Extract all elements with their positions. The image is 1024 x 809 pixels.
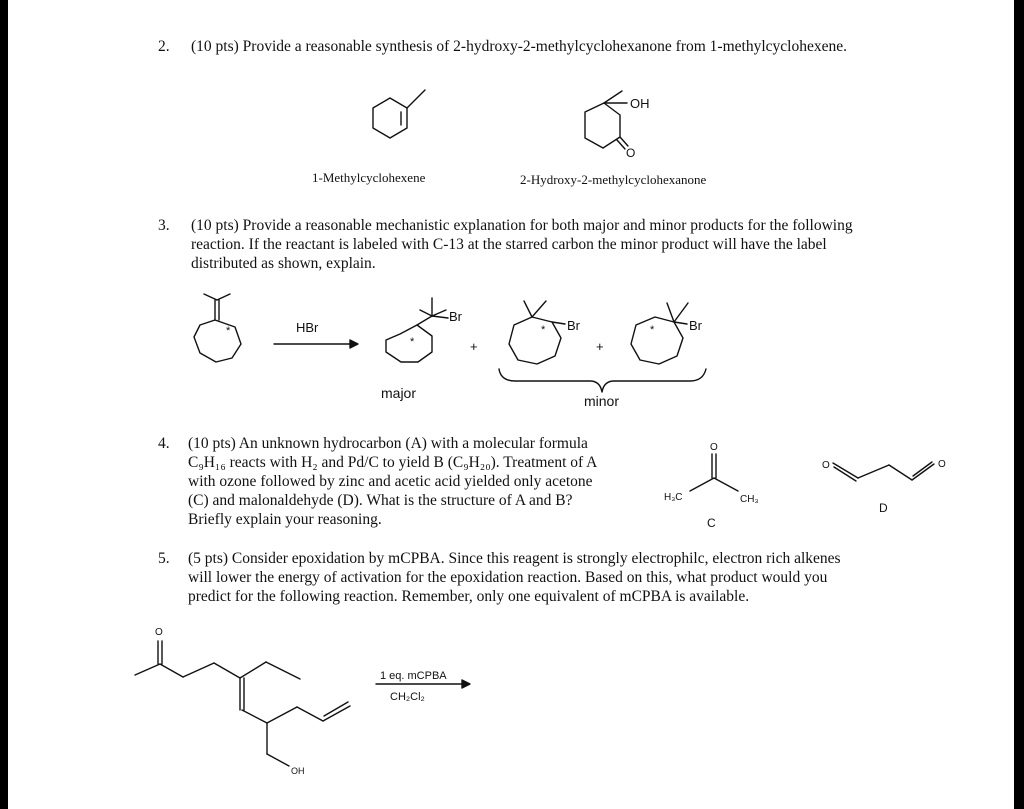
h3c-label: H₃C — [664, 492, 683, 503]
reaction-arrow-mcpba — [376, 670, 470, 703]
molecule-acetone — [664, 442, 759, 530]
o-label: O — [155, 627, 163, 638]
star-label: * — [410, 336, 415, 348]
question-text-line: distributed as shown, explain. — [191, 255, 376, 272]
molecule-minor-product-1 — [509, 301, 604, 364]
reagent-bottom-label: CH₂Cl₂ — [390, 691, 425, 703]
question-text-line: (10 pts) Provide a reasonable mechanistic explanation for both major and minor products for the following — [191, 217, 853, 234]
question-text-line: (5 pts) Consider epoxidation by mCPBA. Since this reagent is strongly electrophilc, electron rich alkenes — [188, 550, 841, 567]
reaction-arrow-hbr — [274, 320, 358, 348]
o-label: O — [710, 442, 718, 453]
molecule-minor-product-2 — [631, 303, 703, 364]
question-text: (10 pts) Provide a reasonable synthesis of 2-hydroxy-2-methylcyclohexanone from 1-methylcyclohexene. — [191, 38, 847, 55]
question-text-line: will lower the energy of activation for the epoxidation reaction. Based on this, what product would you — [188, 569, 828, 586]
question-text-line: predict for the following reaction. Remember, only one equivalent of mCPBA is available. — [188, 588, 750, 605]
o-label: O — [822, 460, 830, 471]
star-label: * — [650, 324, 655, 336]
oh-label: OH — [291, 766, 305, 776]
minor-label: minor — [584, 393, 620, 409]
label-2-hydroxy-2-methylcyclohexanone: 2-Hydroxy-2-methylcyclohexanone — [520, 172, 707, 187]
label-1-methylcyclohexene: 1-Methylcyclohexene — [312, 170, 426, 185]
question-number: 5. — [158, 550, 170, 567]
question-number: 2. — [158, 38, 170, 55]
star-label: * — [541, 324, 546, 336]
o-label: O — [626, 146, 636, 160]
major-label: major — [381, 385, 417, 401]
oh-label: OH — [630, 96, 650, 111]
minor-products-brace — [499, 369, 706, 392]
molecule-q5-substrate — [135, 627, 350, 776]
reagent-label: HBr — [296, 320, 319, 335]
br-label: Br — [449, 309, 462, 324]
plus-sign: + — [470, 339, 478, 354]
question-text-line: (C) and malonaldehyde (D). What is the structure of A and B? — [188, 492, 573, 509]
compound-d-label: D — [879, 501, 888, 515]
question-text-line: (10 pts) An unknown hydrocarbon (A) with a molecular formula — [188, 435, 588, 452]
plus-sign: + — [596, 339, 604, 354]
question-text-line: C₉H₁₆ reacts with H₂ and Pd/C to yield B (C₉H₂₀). Treatment of A — [188, 454, 598, 471]
molecule-q3-reactant — [194, 294, 241, 362]
question-number: 4. — [158, 435, 170, 452]
molecule-malonaldehyde — [822, 459, 946, 515]
question-text-line: reaction. If the reactant is labeled with C-13 at the starred carbon the minor product will have the label — [191, 236, 827, 253]
question-text-line: Briefly explain your reasoning. — [188, 511, 382, 528]
o-label: O — [938, 459, 946, 470]
br-label: Br — [689, 318, 702, 333]
question-number: 3. — [158, 217, 170, 234]
molecule-1-methylcyclohexene — [373, 90, 425, 138]
star-label: * — [226, 325, 231, 337]
br-label: Br — [567, 318, 580, 333]
ch3-label: CH₃ — [740, 494, 759, 505]
reagent-top-label: 1 eq. mCPBA — [380, 670, 447, 682]
molecule-major-product — [386, 298, 478, 362]
compound-c-label: C — [707, 516, 716, 530]
question-text-line: with ozone followed by zinc and acetic acid yielded only acetone — [188, 473, 593, 490]
molecule-2-hydroxy-2-methylcyclohexanone — [585, 91, 650, 160]
